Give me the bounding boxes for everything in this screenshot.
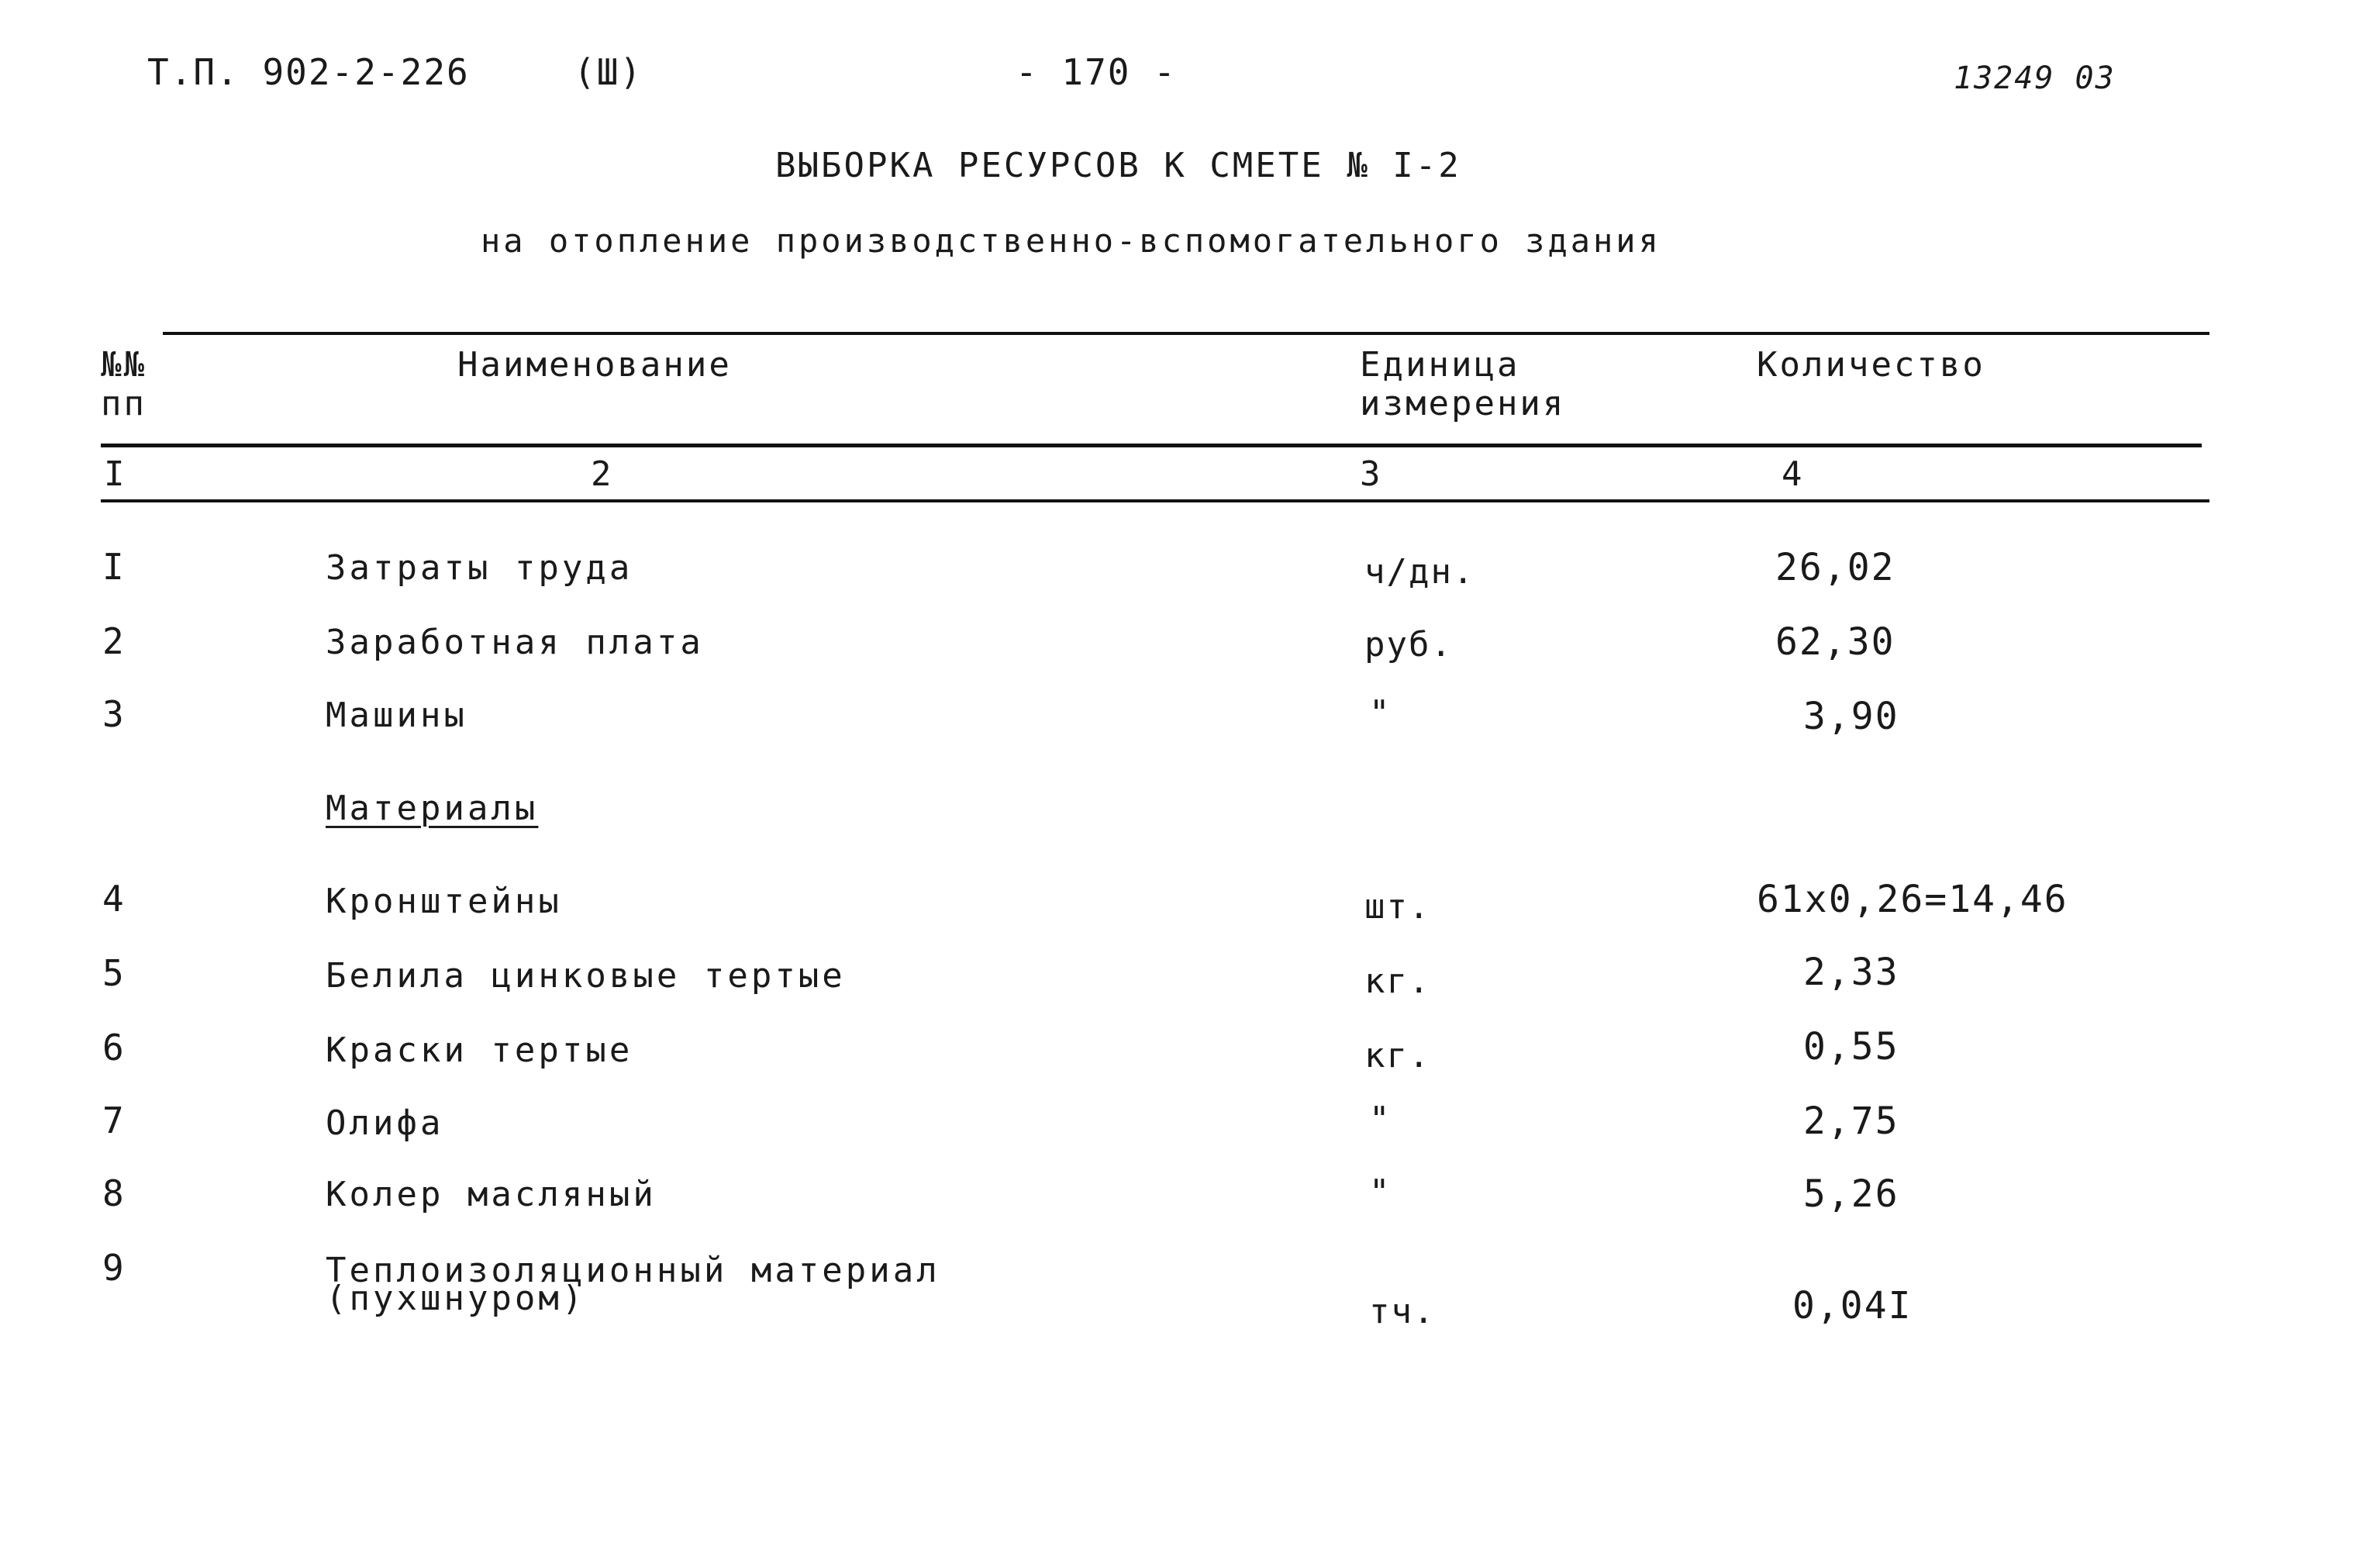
column-number-2: 2 — [591, 454, 612, 494]
row-6-quantity: 0,55 — [1803, 1025, 1899, 1068]
row-7-number: 7 — [102, 1100, 124, 1141]
row-2-number: 2 — [102, 620, 124, 662]
row-2-unit: руб. — [1364, 625, 1453, 665]
row-9-name — [326, 1251, 940, 1318]
row-6-name: Краски тертые — [326, 1031, 633, 1070]
row-9-name-line2: (пухшнуром) — [326, 1279, 586, 1318]
row-4-quantity: 61x0,26=14,46 — [1757, 878, 2068, 921]
section-materials-heading: Материалы — [326, 789, 539, 828]
page-number: - 170 - — [1016, 51, 1177, 93]
row-5-name: Белила цинковые тертые — [326, 956, 846, 996]
row-9-quantity: 0,04I — [1792, 1284, 1913, 1327]
row-8-number: 8 — [102, 1172, 124, 1214]
column-number-1: I — [104, 454, 125, 494]
row-1-quantity: 26,02 — [1775, 546, 1895, 589]
row-3-unit: " — [1369, 693, 1392, 733]
row-7-quantity: 2,75 — [1803, 1100, 1899, 1143]
row-5-number: 5 — [102, 952, 124, 994]
row-8-quantity: 5,26 — [1803, 1172, 1899, 1216]
row-1-name: Затраты труда — [326, 548, 633, 588]
archive-number: 13249 03 — [1954, 60, 2116, 96]
row-9-number: 9 — [102, 1247, 124, 1289]
column-header-number-line2: пп — [101, 384, 147, 423]
row-2-name: Заработная плата — [326, 623, 704, 662]
row-5-quantity: 2,33 — [1803, 951, 1899, 994]
row-3-name: Машины — [326, 696, 467, 735]
table-top-rule — [163, 332, 2209, 335]
row-3-quantity: 3,90 — [1803, 695, 1899, 738]
row-4-number: 4 — [102, 878, 124, 920]
row-1-number: I — [102, 546, 124, 588]
row-3-number: 3 — [102, 693, 124, 735]
row-8-unit: " — [1369, 1172, 1392, 1212]
document-subtitle: на отопление производственно-вспомогательного здания — [481, 222, 1661, 260]
column-header-unit — [1360, 346, 1565, 423]
doc-part: (Ш) — [574, 51, 643, 93]
row-9-unit: тч. — [1369, 1292, 1436, 1331]
row-1-unit: ч/дн. — [1364, 552, 1475, 592]
row-6-number: 6 — [102, 1027, 124, 1068]
row-4-name: Кронштейны — [326, 882, 562, 921]
doc-code: Т.П. 902-2-226 — [147, 51, 470, 93]
row-9-name-line1: Теплоизоляционный материал — [326, 1251, 940, 1290]
row-2-quantity: 62,30 — [1775, 620, 1895, 664]
row-5-unit: кг. — [1364, 961, 1431, 1001]
column-header-unit-line1: Единица — [1360, 345, 1520, 385]
header-bottom-rule — [101, 444, 2202, 447]
document-title: ВЫБОРКА РЕСУРСОВ К СМЕТЕ № I-2 — [775, 146, 1461, 185]
column-header-name: Наименование — [457, 345, 732, 385]
column-number-3: 3 — [1360, 454, 1381, 494]
row-4-unit: шт. — [1364, 887, 1431, 927]
row-6-unit: кг. — [1364, 1036, 1431, 1075]
column-header-quantity: Количество — [1757, 345, 1985, 385]
column-number-4: 4 — [1782, 454, 1802, 494]
row-7-unit: " — [1369, 1100, 1392, 1139]
row-7-name: Олифа — [326, 1103, 444, 1143]
row-8-name: Колер масляный — [326, 1175, 657, 1214]
column-numbers-rule — [101, 499, 2209, 502]
column-header-number-line1: №№ — [101, 345, 147, 385]
column-header-unit-line2: измерения — [1360, 384, 1566, 423]
column-header-number — [101, 346, 147, 423]
